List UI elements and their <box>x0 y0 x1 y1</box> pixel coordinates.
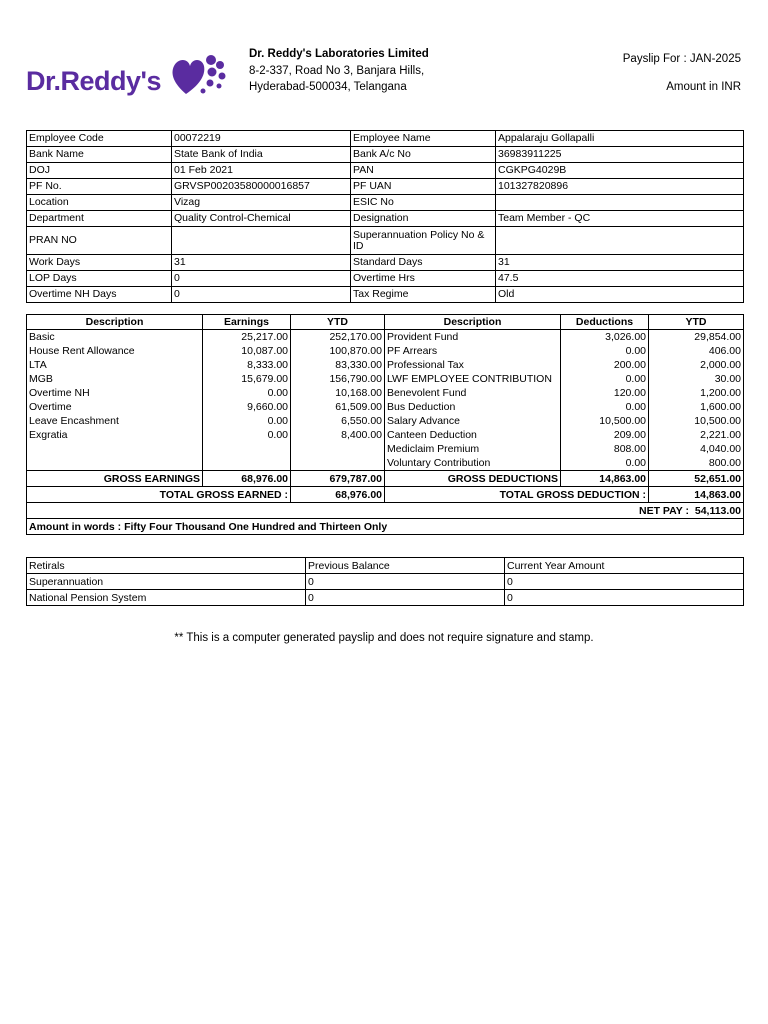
earning-amount: 0.00 <box>203 428 291 442</box>
earning-amount: 0.00 <box>203 386 291 400</box>
retirals-header: Previous Balance <box>306 558 505 574</box>
gross-earnings-value: 68,976.00 <box>203 471 291 487</box>
gross-earnings-ytd: 679,787.00 <box>291 471 385 487</box>
info-row <box>27 179 744 195</box>
earnings-deductions-table <box>26 314 744 535</box>
earning-ytd: 61,509.00 <box>291 400 385 414</box>
table-row <box>27 344 744 358</box>
info-row <box>27 211 744 227</box>
earning-ytd: 8,400.00 <box>291 428 385 442</box>
earning-ytd: 156,790.00 <box>291 372 385 386</box>
info-value-left: State Bank of India <box>172 147 351 163</box>
info-value-right: 36983911225 <box>496 147 744 163</box>
logo-mark-icon <box>168 54 228 100</box>
table-row <box>27 330 744 345</box>
retirals-header: Current Year Amount <box>505 558 744 574</box>
earning-amount: 9,660.00 <box>203 400 291 414</box>
deduction-amount: 120.00 <box>561 386 649 400</box>
gross-earnings-label: GROSS EARNINGS <box>27 471 203 487</box>
info-value-right: CGKPG4029B <box>496 163 744 179</box>
earning-amount: 8,333.00 <box>203 358 291 372</box>
deduction-ytd: 1,600.00 <box>649 400 744 414</box>
deduction-amount: 0.00 <box>561 344 649 358</box>
info-label-right: Tax Regime <box>351 287 496 303</box>
table-row <box>27 358 744 372</box>
info-label-left: Location <box>27 195 172 211</box>
deduction-description: Professional Tax <box>385 358 561 372</box>
earning-description: Leave Encashment <box>27 414 203 428</box>
earning-description: LTA <box>27 358 203 372</box>
info-label-left: Overtime NH Days <box>27 287 172 303</box>
table-row <box>27 428 744 442</box>
info-label-left: PRAN NO <box>27 227 172 255</box>
company-logo <box>26 54 226 100</box>
col-earnings: Earnings <box>203 315 291 330</box>
deduction-description: Provident Fund <box>385 330 561 345</box>
info-label-right: Designation <box>351 211 496 227</box>
earning-amount <box>203 442 291 456</box>
footer-note: ** This is a computer generated payslip and does not require signature and stamp. <box>174 632 594 644</box>
info-value-left: Quality Control-Chemical <box>172 211 351 227</box>
address-line-1: 8-2-337, Road No 3, Banjara Hills, <box>249 64 425 77</box>
table-row <box>27 386 744 400</box>
col-deductions: Deductions <box>561 315 649 330</box>
earning-description <box>27 456 203 471</box>
info-value-left: 01 Feb 2021 <box>172 163 351 179</box>
info-row <box>27 271 744 287</box>
deduction-ytd: 10,500.00 <box>649 414 744 428</box>
info-label-left: Bank Name <box>27 147 172 163</box>
info-value-left: 0 <box>172 287 351 303</box>
info-value-right <box>496 227 744 255</box>
deduction-description: Benevolent Fund <box>385 386 561 400</box>
table-row <box>27 414 744 428</box>
deduction-description: Canteen Deduction <box>385 428 561 442</box>
total-deduction-value: 14,863.00 <box>649 487 744 503</box>
retirals-header-row <box>27 558 744 574</box>
earning-amount: 0.00 <box>203 414 291 428</box>
net-pay-row <box>27 503 744 519</box>
total-earned-label: TOTAL GROSS EARNED : <box>27 487 291 503</box>
col-earn-ytd: YTD <box>291 315 385 330</box>
deduction-amount: 0.00 <box>561 372 649 386</box>
info-value-left: 00072219 <box>172 131 351 147</box>
earning-description: Overtime <box>27 400 203 414</box>
payslip-info <box>623 51 741 95</box>
info-value-left: 31 <box>172 255 351 271</box>
address-line-2: Hyderabad-500034, Telangana <box>249 81 407 93</box>
deduction-amount: 0.00 <box>561 456 649 471</box>
earning-amount: 15,679.00 <box>203 372 291 386</box>
info-value-right: Old <box>496 287 744 303</box>
table-row <box>27 442 744 456</box>
deduction-ytd: 29,854.00 <box>649 330 744 345</box>
earning-amount: 25,217.00 <box>203 330 291 345</box>
col-ded-description: Description <box>385 315 561 330</box>
info-value-right: 31 <box>496 255 744 271</box>
retirals-header: Retirals <box>27 558 306 574</box>
gross-deductions-label: GROSS DEDUCTIONS <box>385 471 561 487</box>
amount-words-row <box>27 519 744 535</box>
info-value-left <box>172 227 351 255</box>
info-label-right: PAN <box>351 163 496 179</box>
logo-text: Dr.Reddy's <box>26 66 161 96</box>
deduction-amount: 209.00 <box>561 428 649 442</box>
earning-description: House Rent Allowance <box>27 344 203 358</box>
earning-ytd <box>291 442 385 456</box>
deduction-description: PF Arrears <box>385 344 561 358</box>
earning-amount: 10,087.00 <box>203 344 291 358</box>
earning-ytd: 83,330.00 <box>291 358 385 372</box>
net-pay-value: 54,113.00 <box>694 504 741 517</box>
deduction-ytd: 800.00 <box>649 456 744 471</box>
info-row <box>27 147 744 163</box>
payslip-period: Payslip For : JAN-2025 <box>622 53 741 65</box>
deduction-ytd: 4,040.00 <box>649 442 744 456</box>
total-earned-value: 68,976.00 <box>291 487 385 503</box>
gross-row <box>27 471 744 487</box>
total-deduction-label: TOTAL GROSS DEDUCTION : <box>385 487 649 503</box>
earning-description: Basic <box>27 330 203 345</box>
info-row <box>27 287 744 303</box>
info-label-right: Bank A/c No <box>351 147 496 163</box>
info-label-right: PF UAN <box>351 179 496 195</box>
info-label-left: PF No. <box>27 179 172 195</box>
deduction-description: Mediclaim Premium <box>385 442 561 456</box>
gross-deductions-value: 14,863.00 <box>561 471 649 487</box>
deduction-amount: 3,026.00 <box>561 330 649 345</box>
info-value-left: GRVSP00203580000016857 <box>172 179 351 195</box>
deduction-amount: 10,500.00 <box>561 414 649 428</box>
info-label-right: Employee Name <box>351 131 496 147</box>
earning-amount <box>203 456 291 471</box>
col-earn-description: Description <box>27 315 203 330</box>
info-row <box>27 163 744 179</box>
col-ded-ytd: YTD <box>649 315 744 330</box>
earning-description: Exgratia <box>27 428 203 442</box>
earning-ytd: 252,170.00 <box>291 330 385 345</box>
deduction-amount: 0.00 <box>561 400 649 414</box>
deduction-description: Bus Deduction <box>385 400 561 414</box>
info-label-right: Superannuation Policy No & ID <box>351 227 496 255</box>
info-value-right: Team Member - QC <box>496 211 744 227</box>
info-value-right: 101327820896 <box>496 179 744 195</box>
info-value-right: 47.5 <box>496 271 744 287</box>
info-row <box>27 227 744 255</box>
info-label-left: Department <box>27 211 172 227</box>
retirals-cell: 0 <box>306 590 505 606</box>
net-pay-label: NET PAY : <box>639 504 690 517</box>
retirals-cell: 0 <box>306 574 505 590</box>
deduction-amount: 200.00 <box>561 358 649 372</box>
company-address <box>249 46 429 96</box>
net-pay <box>27 503 744 519</box>
retirals-table <box>26 557 744 606</box>
info-label-left: Work Days <box>27 255 172 271</box>
deduction-description: Voluntary Contribution <box>385 456 561 471</box>
currency-note: Amount in INR <box>666 81 741 93</box>
total-gross-row <box>27 487 744 503</box>
table-row <box>27 372 744 386</box>
info-value-left: Vizag <box>172 195 351 211</box>
earning-ytd <box>291 456 385 471</box>
info-value-right: Appalaraju Gollapalli <box>496 131 744 147</box>
deduction-ytd: 30.00 <box>649 372 744 386</box>
info-row <box>27 255 744 271</box>
earning-ytd: 6,550.00 <box>291 414 385 428</box>
retirals-cell: Superannuation <box>27 574 306 590</box>
table-row <box>27 456 744 471</box>
info-label-right: ESIC No <box>351 195 496 211</box>
info-label-right: Overtime Hrs <box>351 271 496 287</box>
earning-description: Overtime NH <box>27 386 203 400</box>
gross-deductions-ytd: 52,651.00 <box>649 471 744 487</box>
deduction-amount: 808.00 <box>561 442 649 456</box>
info-label-left: Employee Code <box>27 131 172 147</box>
deduction-ytd: 1,200.00 <box>649 386 744 400</box>
deduction-ytd: 2,221.00 <box>649 428 744 442</box>
amount-in-words: Amount in words : Fifty Four Thousand One Hundred and Thirteen Only <box>27 519 744 535</box>
employee-info-table <box>26 130 744 303</box>
retirals-cell: National Pension System <box>27 590 306 606</box>
deduction-ytd: 2,000.00 <box>649 358 744 372</box>
info-label-left: DOJ <box>27 163 172 179</box>
earning-description <box>27 442 203 456</box>
earning-description: MGB <box>27 372 203 386</box>
info-label-right: Standard Days <box>351 255 496 271</box>
info-row <box>27 195 744 211</box>
deduction-description: LWF EMPLOYEE CONTRIBUTION <box>385 372 561 386</box>
info-label-left: LOP Days <box>27 271 172 287</box>
earning-ytd: 10,168.00 <box>291 386 385 400</box>
info-value-left: 0 <box>172 271 351 287</box>
info-row <box>27 131 744 147</box>
table-row <box>27 590 744 606</box>
company-name: Dr. Reddy's Laboratories Limited <box>249 48 429 60</box>
retirals-cell: 0 <box>505 590 744 606</box>
info-value-right <box>496 195 744 211</box>
retirals-cell: 0 <box>505 574 744 590</box>
earning-ytd: 100,870.00 <box>291 344 385 358</box>
table-row <box>27 574 744 590</box>
table-row <box>27 400 744 414</box>
deduction-description: Salary Advance <box>385 414 561 428</box>
deduction-ytd: 406.00 <box>649 344 744 358</box>
